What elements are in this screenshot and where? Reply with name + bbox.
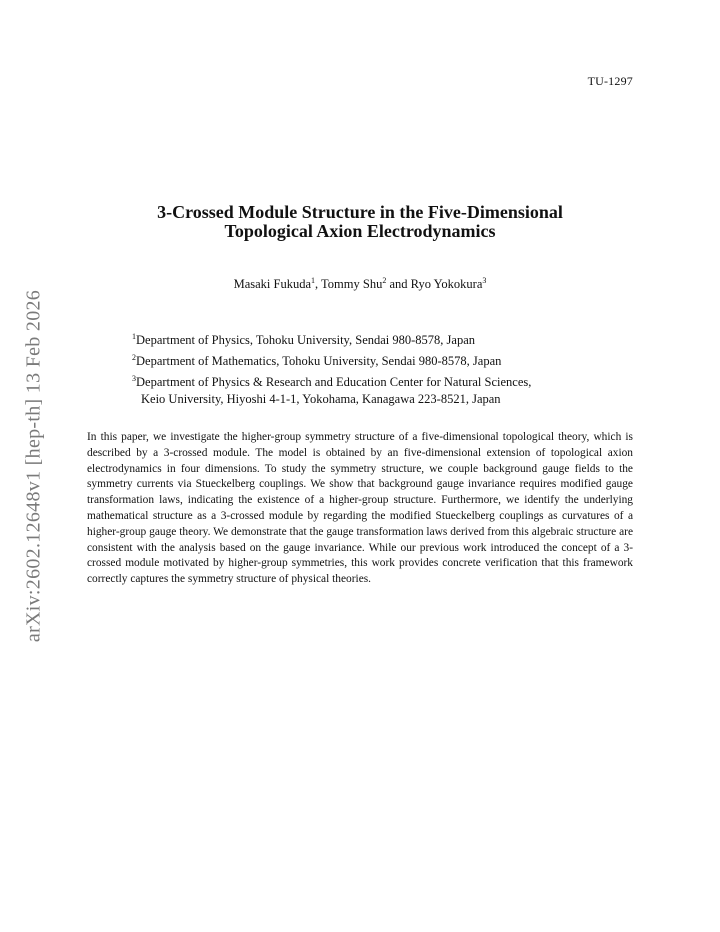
paper-title-line-1: 3-Crossed Module Structure in the Five-Dimensional (157, 202, 563, 222)
affiliation-list (132, 328, 592, 408)
author-affiliation-mark: 1 (311, 276, 316, 285)
affiliation-item (132, 370, 592, 391)
author-affiliation-mark: 2 (382, 276, 387, 285)
author-name: Tommy Shu (321, 277, 383, 292)
author-affiliation-mark: 3 (482, 276, 487, 285)
affiliation-mark: 1 (132, 332, 136, 341)
report-number: TU-1297 (587, 74, 633, 88)
abstract-paragraph: In this paper, we investigate the higher-group symmetry structure of a five-dimensional topological theory, which is described by a 3-crossed module. The model is obtained by an five-dimensional extension of topological axion electrodynamics in four dimensions. To study the symmetry structure, we couple background gauge fields to the symmetry currents via Stueckelberg couplings. We show that background gauge invariance requires modified gauge transformation laws, indicating the existence of a higher-group structure. Furthermore, we identify the underlying mathematical structure as a 3-crossed module by regarding the modified Stueckelberg couplings as curvatures of a higher-group gauge theory. We demonstrate that the gauge transformation laws derived from this algebraic structure are consistent with the analysis based on the gauge invariance. While our previous work introduced the concept of a 3-crossed module motivated by higher-group symmetries, this work provides concrete verification that this framework correctly captures the symmetry structure of physical theories. (87, 431, 633, 586)
author-name: Ryo Yokokura (410, 277, 483, 292)
author-list (110, 276, 610, 292)
affiliation-item (132, 349, 592, 370)
affiliation-text: Department of Physics, Tohoku University, Sendai 980-8578, Japan (136, 333, 476, 348)
author-name: Masaki Fukuda (233, 277, 312, 292)
author-separator: , (315, 277, 322, 292)
affiliation-item (132, 328, 592, 349)
affiliation-mark: 2 (132, 353, 136, 363)
affiliation-text: Department of Mathematics, Tohoku University, Sendai 980-8578, Japan (136, 354, 502, 369)
affiliation-item (132, 391, 592, 408)
author-separator: and (386, 277, 411, 292)
paper-title-line-2: Topological Axion Electrodynamics (224, 221, 496, 241)
arxiv-identifier-stamp: arXiv:2602.12648v1 [hep-th] 13 Feb 2026 (22, 289, 45, 643)
affiliation-text: Department of Physics & Research and Education Center for Natural Sciences, (136, 375, 532, 390)
affiliation-text: Keio University, Hiyoshi 4-1-1, Yokohama, Kanagawa 223-8521, Japan (141, 392, 501, 407)
affiliation-mark: 3 (132, 374, 136, 384)
paper-title (110, 203, 610, 241)
